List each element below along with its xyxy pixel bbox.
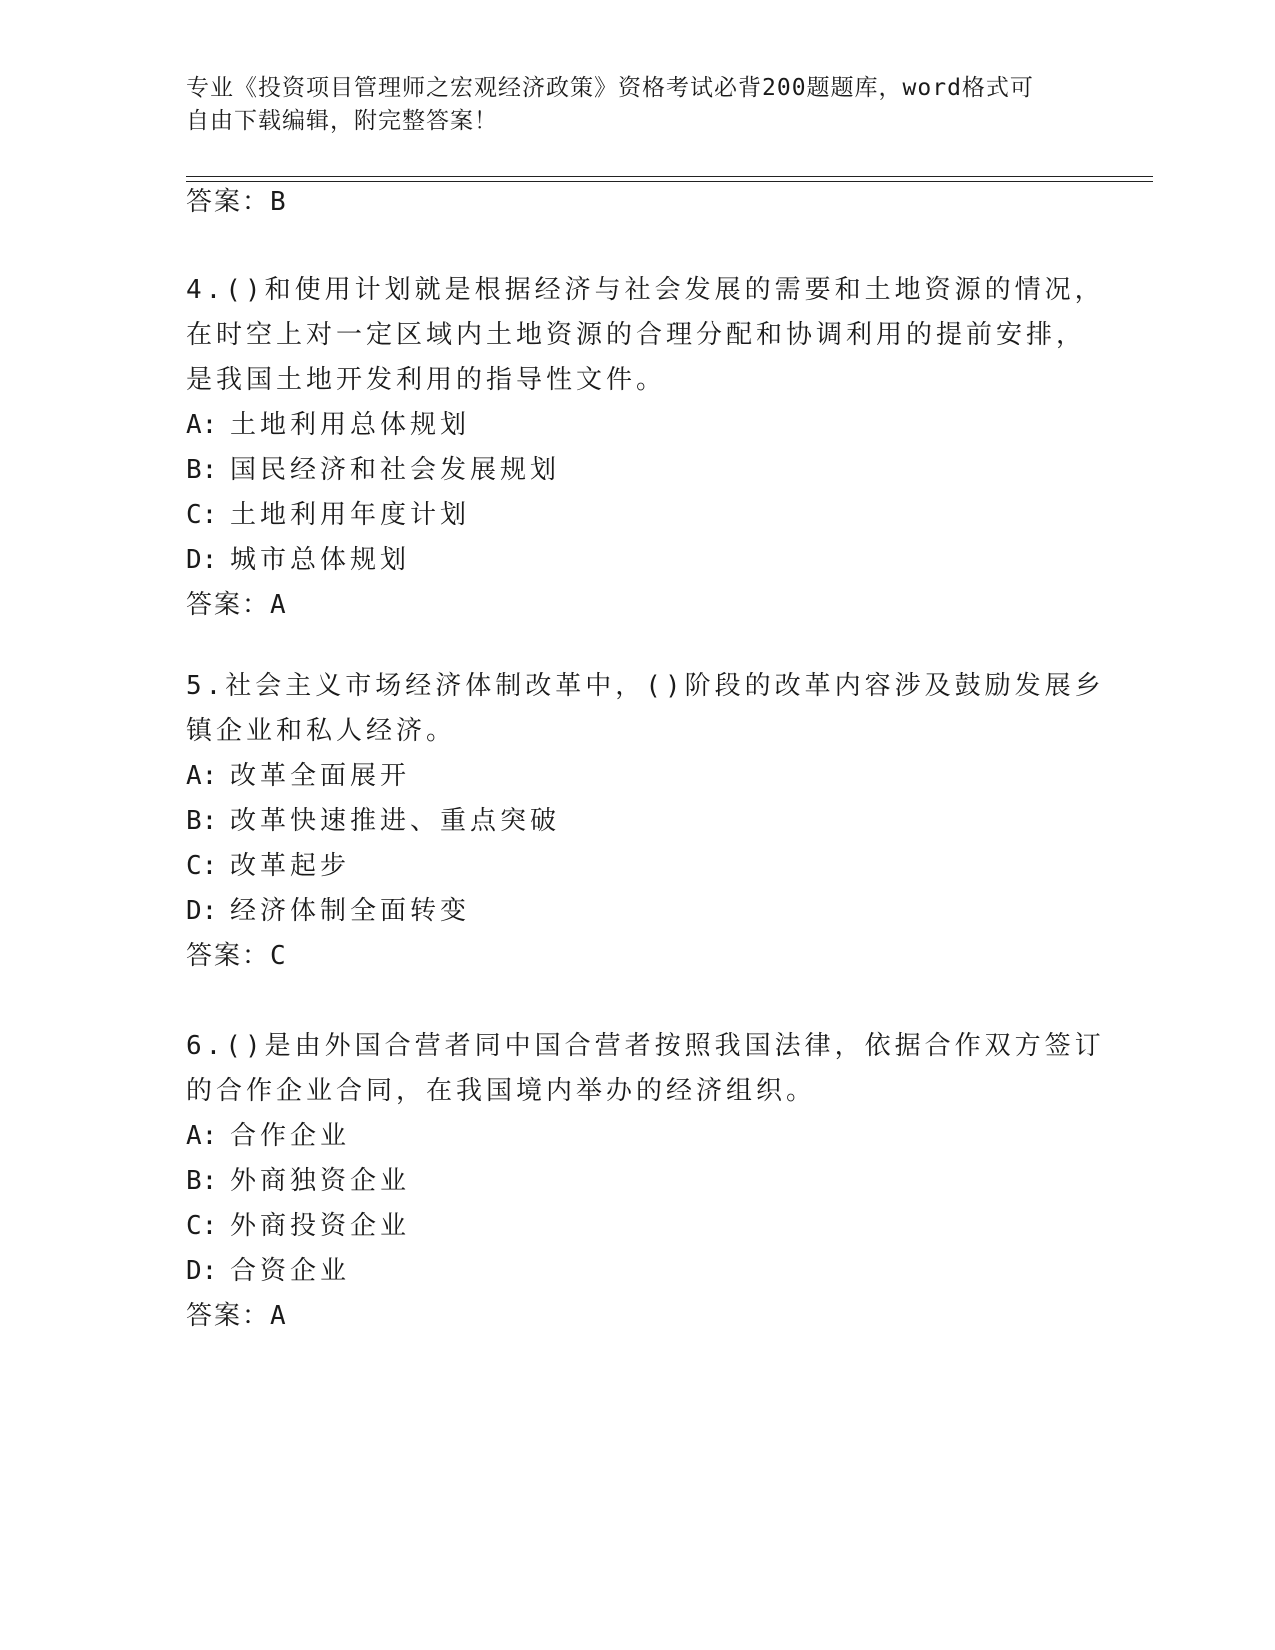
option-key: D: [186, 896, 218, 926]
option-a [186, 403, 1066, 448]
option-c [186, 493, 1066, 538]
answer-label: 答案： [186, 1301, 271, 1331]
question-4 [186, 268, 1105, 628]
option-text: 合资企业 [230, 1256, 351, 1286]
option-key: C: [186, 500, 218, 530]
option-text: 外商独资企业 [230, 1166, 411, 1196]
question-5 [186, 664, 1105, 979]
option-key: D: [186, 1256, 218, 1286]
answer-label: 答案： [186, 187, 271, 217]
option-key: B: [186, 806, 218, 836]
option-b [186, 448, 1066, 493]
option-text: 合作企业 [230, 1121, 351, 1151]
header-divider-top [186, 176, 1153, 177]
question-answer [186, 934, 1066, 979]
option-key: C: [186, 1211, 218, 1241]
question-stem-line: 是我国土地开发利用的指导性文件。 [186, 365, 667, 395]
question-6 [186, 1024, 1105, 1339]
header-line-1: 专业《投资项目管理师之宏观经济政策》资格考试必背200题题库，word格式可 [186, 75, 1034, 101]
option-text: 改革全面展开 [230, 761, 411, 791]
option-b [186, 1159, 1066, 1204]
document-header [186, 72, 1066, 138]
option-b [186, 799, 1066, 844]
option-text: 改革起步 [230, 851, 351, 881]
header-line-2: 自由下载编辑，附完整答案！ [186, 108, 498, 134]
option-text: 国民经济和社会发展规划 [230, 455, 561, 485]
option-text: 城市总体规划 [230, 545, 411, 575]
option-d [186, 1249, 1066, 1294]
option-text: 经济体制全面转变 [230, 896, 471, 926]
option-a [186, 1114, 1066, 1159]
option-key: C: [186, 851, 218, 881]
option-text: 外商投资企业 [230, 1211, 411, 1241]
answer-label: 答案： [186, 590, 271, 620]
question-stem-line: 的合作企业合同，在我国境内举办的经济组织。 [186, 1076, 817, 1106]
option-a [186, 754, 1066, 799]
answer-label: 答案： [186, 941, 271, 971]
option-text: 土地利用总体规划 [230, 410, 471, 440]
answer-value: A [270, 1301, 288, 1331]
option-key: B: [186, 1166, 218, 1196]
option-key: A: [186, 1121, 218, 1151]
answer-value: B [270, 187, 288, 217]
option-text: 改革快速推进、重点突破 [230, 806, 561, 836]
option-d [186, 889, 1066, 934]
option-key: A: [186, 410, 218, 440]
previous-answer [186, 180, 1066, 225]
option-c [186, 844, 1066, 889]
option-key: A: [186, 761, 218, 791]
option-key: B: [186, 455, 218, 485]
question-stem-line: 6.()是由外国合营者同中国合营者按照我国法律，依据合作双方签订 [186, 1031, 1105, 1061]
answer-value: C [270, 941, 288, 971]
option-key: D: [186, 545, 218, 575]
question-answer [186, 1294, 1066, 1339]
question-stem-line: 镇企业和私人经济。 [186, 716, 457, 746]
option-d [186, 538, 1066, 583]
answer-value: A [270, 590, 288, 620]
option-c [186, 1204, 1066, 1249]
question-answer [186, 583, 1066, 628]
question-stem-line: 在时空上对一定区域内土地资源的合理分配和协调利用的提前安排， [186, 320, 1087, 350]
question-stem-line: 4.()和使用计划就是根据经济与社会发展的需要和土地资源的情况， [186, 275, 1105, 305]
question-stem-line: 5.社会主义市场经济体制改革中，()阶段的改革内容涉及鼓励发展乡 [186, 671, 1105, 701]
option-text: 土地利用年度计划 [230, 500, 471, 530]
